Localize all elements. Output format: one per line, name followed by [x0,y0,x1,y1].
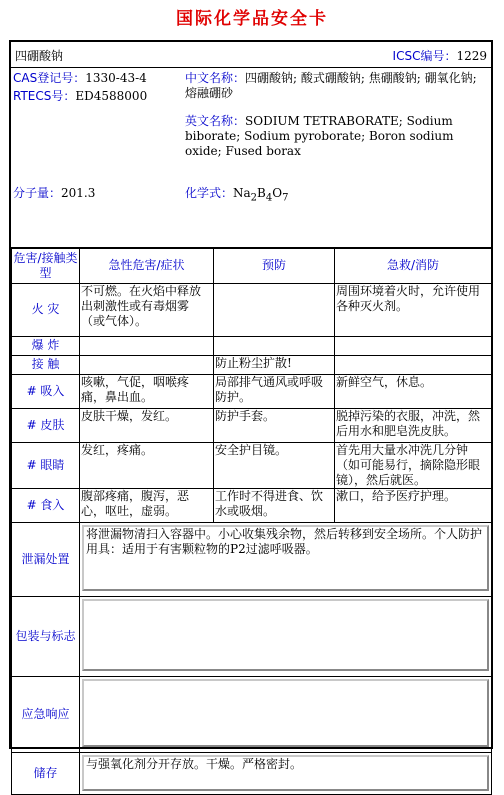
table-row [12,374,492,408]
mw-value: 201.3 [61,186,96,200]
table-header-row [12,248,492,283]
row-hazard: 发红，疼痛。 [80,442,214,488]
row-prevention: 工作时不得进食、饮水或吸烟。 [214,488,335,522]
card-title: 国际化学品安全卡 [176,9,328,29]
row-type: # 吸入 [12,374,80,408]
row-firstaid [335,355,492,374]
hazard-table [11,247,492,795]
row-type: 爆 炸 [12,336,80,355]
row-firstaid: 漱口，给予医疗护理。 [335,488,492,522]
section-label: 应急响应 [12,676,80,752]
table-row [12,283,492,336]
row-prevention: 局部排气通风或呼吸防护。 [214,374,335,408]
table-row [12,488,492,522]
section-label: 泄漏处置 [12,522,80,596]
section-content [80,522,492,596]
col-firstaid: 急救/消防 [335,248,492,283]
row-hazard: 咳嗽，气促，咽喉疼痛，鼻出血。 [80,374,214,408]
section-text [82,599,489,671]
emergency-section [12,676,492,752]
section-content [80,752,492,794]
mw-line [13,186,95,201]
formula-line [185,186,487,205]
mw-label: 分子量： [13,186,62,200]
rtecs-label: RTECS号： [13,89,76,103]
rtecs-line [13,89,147,104]
table-row [12,442,492,488]
row-hazard: 腹部疼痛，腹泻，恶心，呕吐，虚弱。 [80,488,214,522]
row-firstaid: 首先用大量水冲洗几分钟（如可能易行，摘除隐形眼镜），然后就医。 [335,442,492,488]
row-firstaid [335,336,492,355]
cas-value: 1330-43-4 [85,71,147,85]
cn-name-value: 四硼酸钠; 酸式硼酸钠; 焦硼酸钠; 硼氧化钠;熔融硼砂 [185,71,477,100]
cas-line [13,71,147,86]
col-hazard: 急性危害/症状 [80,248,214,283]
row-type: # 皮肤 [12,408,80,442]
row-prevention [214,336,335,355]
row-firstaid: 周围环境着火时，允许使用各种灭火剂。 [335,283,492,336]
table-row [12,336,492,355]
chemical-name: 四硼酸钠 [15,49,64,63]
rtecs-value: ED4588000 [75,89,148,103]
spill-section [12,522,492,596]
en-name-line [185,114,487,159]
row-prevention: 安全护目镜。 [214,442,335,488]
cas-label: CAS登记号： [13,71,86,85]
row-hazard: 皮肤干燥，发红。 [80,408,214,442]
card-header [11,42,491,68]
row-hazard [80,336,214,355]
row-prevention [214,283,335,336]
icsc-label: ICSC编号： [392,49,457,63]
row-firstaid: 新鲜空气，休息。 [335,374,492,408]
section-label: 包装与标志 [12,596,80,676]
section-content [80,676,492,752]
icsc-value: 1229 [456,49,487,63]
row-prevention: 防止粉尘扩散! [214,355,335,374]
col-type: 危害/接触类型 [12,248,80,283]
section-text [82,679,489,747]
section-text: 与强氧化剂分开存放。干燥。严格密封。 [82,755,489,791]
row-type: 火 灾 [12,283,80,336]
table-row [12,408,492,442]
row-type: # 眼睛 [12,442,80,488]
storage-section [12,752,492,794]
section-content [80,596,492,676]
section-label: 储存 [12,752,80,794]
identification-block [11,67,491,247]
packaging-section [12,596,492,676]
row-hazard [80,355,214,374]
formula-label: 化学式： [185,186,234,200]
cn-name-label: 中文名称： [185,71,246,85]
row-hazard: 不可燃。在火焰中释放出刺激性或有毒烟雾（或气体）。 [80,283,214,336]
row-prevention: 防护手套。 [214,408,335,442]
en-name-label: 英文名称： [185,114,246,128]
table-row [12,355,492,374]
cn-name-line [185,71,487,101]
icsc-number [393,47,487,64]
col-prevention: 预防 [214,248,335,283]
formula-value: $Na_2B_4O_7$ [233,186,289,204]
safety-card [9,40,493,780]
section-text: 将泄漏物清扫入容器中。小心收集残余物，然后转移到安全场所。个人防护用具：适用于有害颗粒物的P2过滤呼吸器。 [82,525,489,591]
row-type: 接 触 [12,355,80,374]
row-type: # 食入 [12,488,80,522]
row-firstaid: 脱掉污染的衣服，冲洗，然后用水和肥皂洗皮肤。 [335,408,492,442]
en-name-value: SODIUM TETRABORATE; Sodium biborate; Sodium pyroborate; Boron sodium oxide; Fused borax [185,114,454,158]
